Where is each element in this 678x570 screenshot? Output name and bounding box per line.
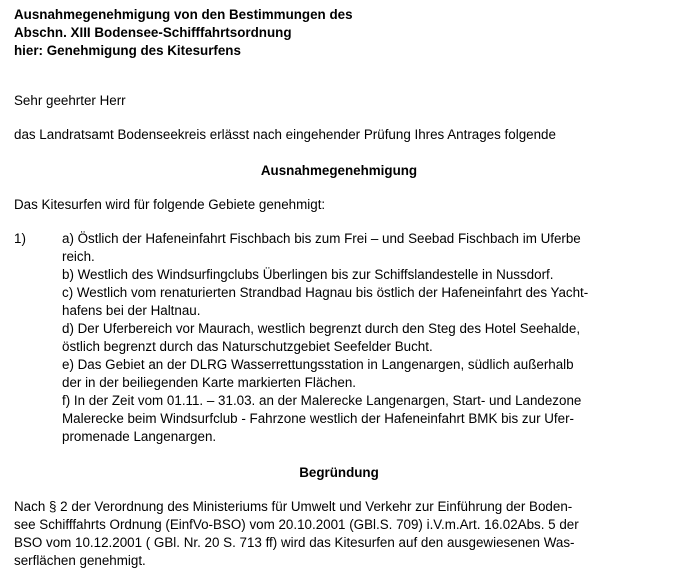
list-line: a) Östlich der Hafeneinfahrt Fischbach bis zum Frei – und Seebad Fischbach im Uferbe xyxy=(62,231,581,246)
section-title-begruendung: Begründung xyxy=(299,465,379,480)
list-number: 1) xyxy=(14,231,26,246)
intro-text: das Landratsamt Bodenseekreis erlässt nach eingehender Prüfung Ihres Antrages folgende xyxy=(14,127,556,142)
reasoning-line: serflächen genehmigt. xyxy=(14,553,146,568)
header-line-2: Abschn. XIII Bodensee-Schifffahrtsordnung xyxy=(14,25,292,40)
list-line: b) Westlich des Windsurfingclubs Überlingen bis zur Schiffslandestelle in Nussdorf. xyxy=(62,267,554,282)
reasoning-line: BSO vom 10.12.2001 ( GBl. Nr. 20 S. 713 ff) wird das Kitesurfen auf den ausgewiesenen Was- xyxy=(14,535,575,550)
list-line: promenade Langenargen. xyxy=(62,429,217,444)
list-line: östlich begrenzt durch das Naturschutzgebiet Seefelder Bucht. xyxy=(62,339,433,354)
list-line: reich. xyxy=(62,249,95,264)
list-line: d) Der Uferbereich vor Maurach, westlich begrenzt durch den Steg des Hotel Seehalde, xyxy=(62,321,581,336)
list-line: der in der beiliegenden Karte markierten Flächen. xyxy=(62,375,357,390)
salutation: Sehr geehrter Herr xyxy=(14,93,126,108)
areas-intro: Das Kitesurfen wird für folgende Gebiete genehmigt: xyxy=(14,197,326,212)
list-line: f) In der Zeit vom 01.11. – 31.03. an der Malerecke Langenargen, Start- und Landezone xyxy=(62,393,582,408)
header-line-1: Ausnahmegenehmigung von den Bestimmungen des xyxy=(14,7,353,22)
list-line: c) Westlich vom renaturierten Strandbad Hagnau bis östlich der Hafeneinfahrt des Yacht- xyxy=(62,285,589,300)
header-line-3: hier: Genehmigung des Kitesurfens xyxy=(14,43,241,58)
reasoning-line: Nach § 2 der Verordnung des Ministeriums für Umwelt und Verkehr zur Einführung der Boden- xyxy=(14,499,573,514)
list-line: Malerecke beim Windsurfclub - Fahrzone westlich der Hafeneinfahrt BMK bis zur Ufer- xyxy=(62,411,575,426)
reasoning-line: see Schifffahrts Ordnung (EinfVo-BSO) vom 20.10.2001 (GBl.S. 709) i.V.m.Art. 16.02Abs. 5 der xyxy=(14,517,579,532)
list-line: hafens bei der Haltnau. xyxy=(62,303,201,318)
list-line: e) Das Gebiet an der DLRG Wasserrettungsstation in Langenargen, südlich außerhalb xyxy=(62,357,574,372)
section-title-ausnahmegenehmigung: Ausnahmegenehmigung xyxy=(260,163,418,178)
